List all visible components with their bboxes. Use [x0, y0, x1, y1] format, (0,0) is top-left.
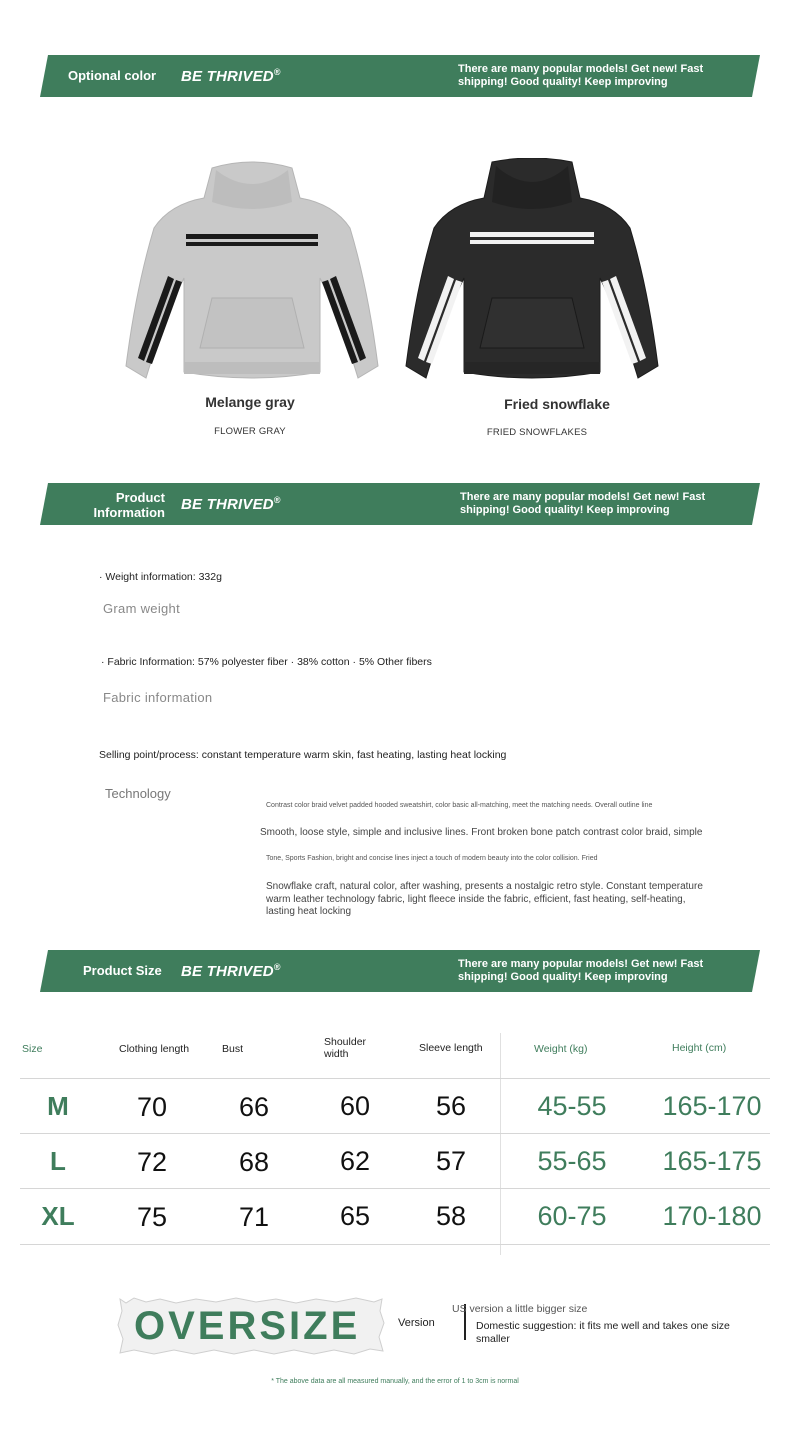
oversize-badge — [116, 1297, 386, 1355]
cell-size: XL — [41, 1201, 75, 1231]
cell-length: 72 — [136, 1147, 168, 1177]
cell-weight: 55-65 — [537, 1146, 607, 1176]
cell-shoulder: 60 — [339, 1091, 371, 1121]
product-info-banner — [40, 483, 760, 525]
color-name-gray: Melange gray — [205, 394, 295, 410]
row-divider — [20, 1244, 770, 1245]
tech-text-2: Smooth, loose style, simple and inclusive lines. Front broken bone patch contrast color braid, simple — [260, 827, 703, 838]
gram-weight-title: Gram weight — [103, 601, 180, 616]
black-hoodie-image — [404, 158, 660, 386]
oversize-text: OVERSIZE — [134, 1304, 361, 1348]
color-name-black: Fried snowflake — [504, 396, 610, 412]
banner-tagline: There are many popular models! Get new! Fast shipping! Good quality! Keep improving — [458, 958, 704, 983]
cell-length: 70 — [136, 1092, 168, 1122]
cell-height: 165-170 — [662, 1091, 762, 1121]
cell-height: 170-180 — [662, 1201, 762, 1231]
brand-logo: BE THRIVED® — [181, 67, 281, 85]
cell-size: L — [50, 1146, 66, 1176]
cell-size: M — [47, 1091, 69, 1121]
cell-sleeve: 57 — [435, 1146, 467, 1176]
banner-label: Product Information — [93, 490, 165, 520]
header-shoulder: Shoulder width — [324, 1036, 367, 1060]
cell-length: 75 — [136, 1202, 168, 1232]
domestic-suggestion: Domestic suggestion: it fits me well and takes one size smaller — [476, 1320, 730, 1345]
cell-shoulder: 65 — [339, 1201, 371, 1231]
product-size-banner — [40, 950, 760, 992]
selling-point: Selling point/process: constant temperature warm skin, fast heating, lasting heat locking — [99, 749, 507, 761]
header-sleeve: Sleeve length — [419, 1042, 483, 1054]
technology-title: Technology — [105, 786, 171, 801]
color-sub-black: FRIED SNOWFLAKES — [486, 427, 588, 438]
brand-logo: BE THRIVED® — [181, 962, 281, 980]
cell-sleeve: 56 — [435, 1091, 467, 1121]
row-divider — [20, 1078, 770, 1079]
header-weight: Weight (kg) — [534, 1043, 588, 1055]
tech-text-4: Snowflake craft, natural color, after washing, presents a nostalgic retro style. Constant temperature warm leather technology fabric, light fleece inside the fabric, efficient, fast heating, self-heating, lasting heat locking — [266, 881, 703, 917]
banner-label: Optional color — [68, 68, 157, 83]
banner-tagline: There are many popular models! Get new! Fast shipping! Good quality! Keep improving — [458, 63, 704, 88]
header-size: Size — [22, 1043, 43, 1055]
cell-weight: 60-75 — [537, 1201, 607, 1231]
header-length: Clothing length — [119, 1043, 190, 1055]
optional-color-banner — [40, 55, 760, 97]
weight-info: · Weight information: 332g — [99, 571, 222, 583]
cell-bust: 71 — [238, 1202, 270, 1232]
gray-hoodie-image — [124, 158, 380, 386]
cell-height: 165-175 — [662, 1146, 762, 1176]
header-height: Height (cm) — [672, 1042, 727, 1054]
row-divider — [20, 1133, 770, 1134]
cell-shoulder: 62 — [339, 1146, 371, 1176]
header-bust: Bust — [222, 1043, 244, 1055]
brand-logo: BE THRIVED® — [181, 495, 281, 513]
column-divider — [500, 1033, 501, 1255]
measurement-footnote: * The above data are all measured manually, and the error of 1 to 3cm is normal — [271, 1378, 519, 1385]
fabric-info: · Fabric Information: 57% polyester fiber · 38% cotton · 5% Other fibers — [101, 656, 432, 668]
tech-text-3: Tone, Sports Fashion, bright and concise lines inject a touch of modern beauty into the color collision. Fried — [266, 855, 598, 862]
tech-text-1: Contrast color braid velvet padded hooded sweatshirt, color basic all-matching, meet the matching needs. Overall outline line — [266, 802, 653, 809]
cell-weight: 45-55 — [537, 1091, 607, 1121]
cell-bust: 66 — [238, 1092, 270, 1122]
banner-tagline: There are many popular models! Get new! Fast shipping! Good quality! Keep improving — [460, 491, 706, 516]
cell-sleeve: 58 — [435, 1201, 467, 1231]
row-divider — [20, 1188, 770, 1189]
color-sub-gray: FLOWER GRAY — [214, 426, 286, 437]
cell-bust: 68 — [238, 1147, 270, 1177]
version-label: Version — [398, 1317, 435, 1329]
banner-label: Product Size — [83, 963, 162, 978]
fabric-info-title: Fabric information — [103, 690, 213, 705]
us-version-note: US version a little bigger size — [452, 1303, 588, 1315]
